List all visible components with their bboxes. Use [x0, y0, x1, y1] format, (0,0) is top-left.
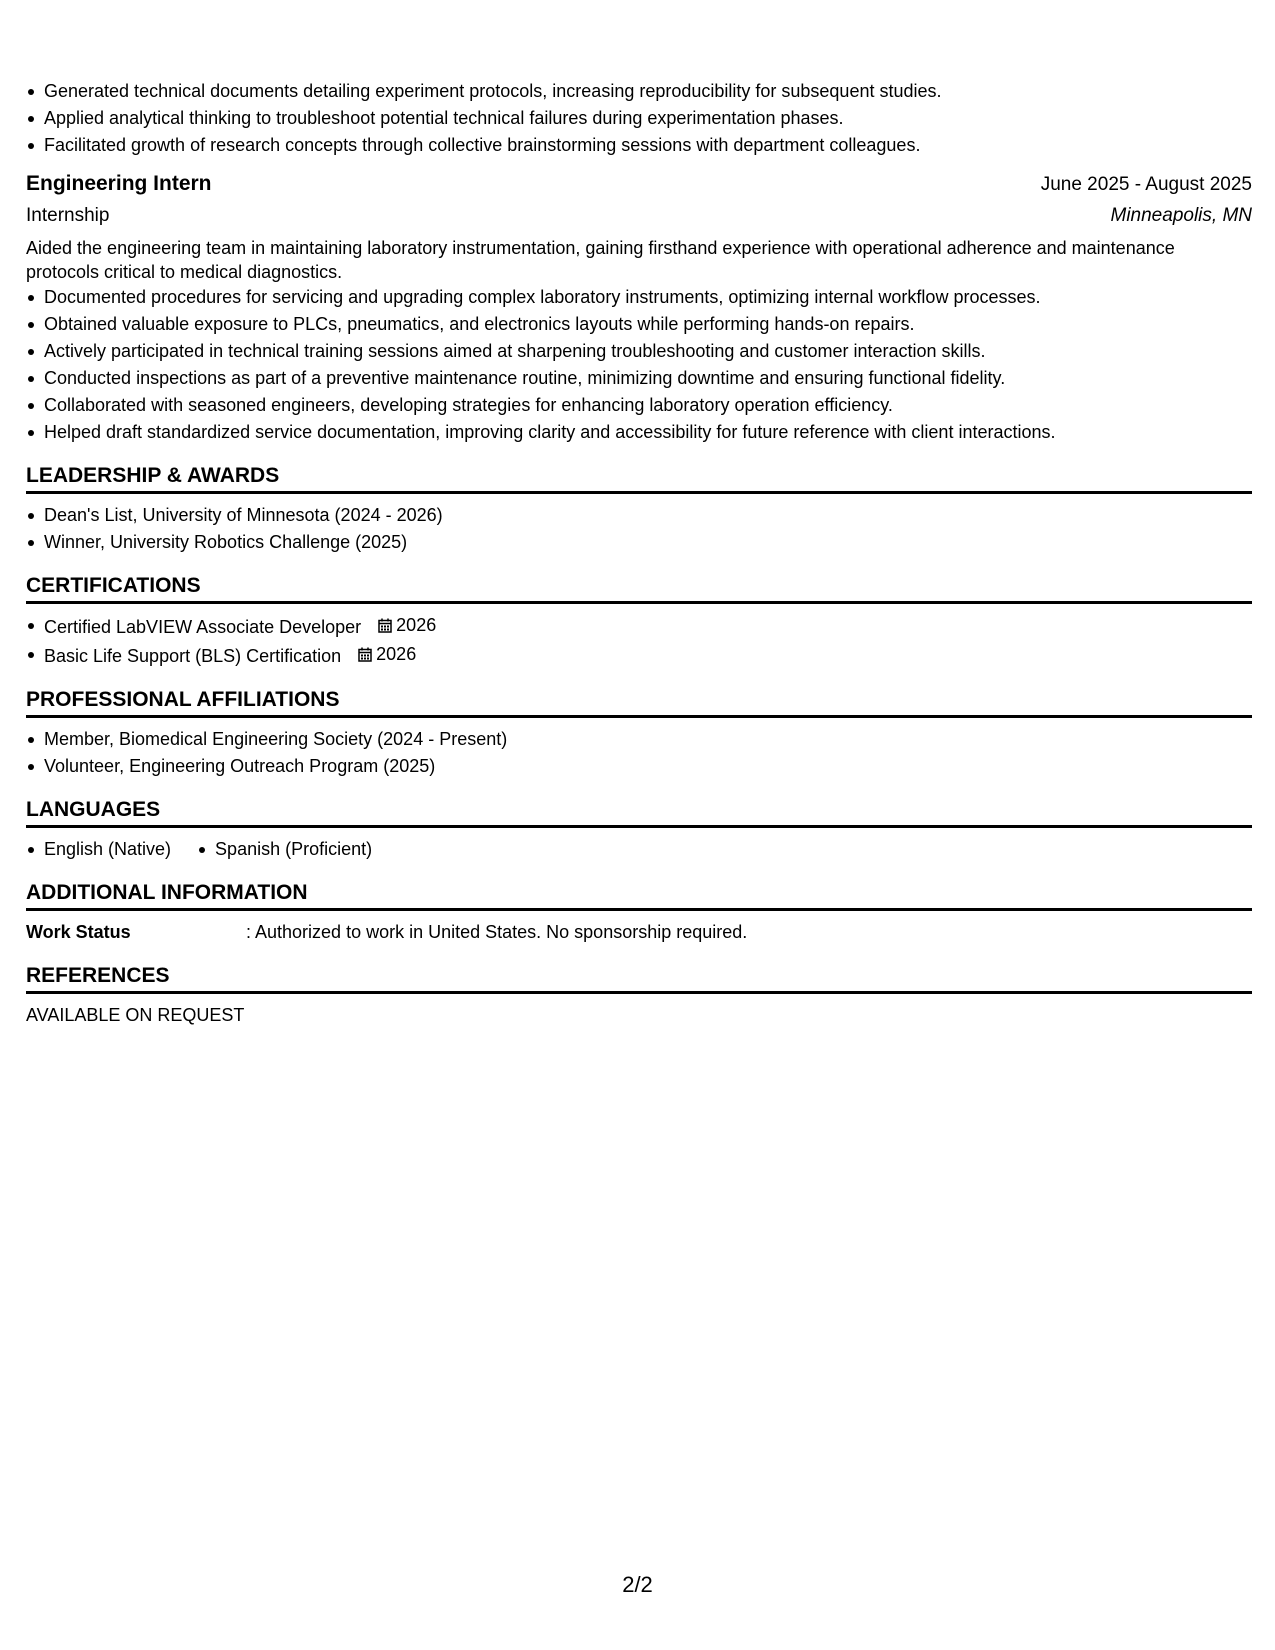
list-item: Applied analytical thinking to troubleshoot potential technical failures during experimentation phases.: [44, 105, 1252, 132]
language-item: English (Native): [44, 836, 171, 863]
section-title: LANGUAGES: [26, 796, 1252, 828]
list-item: Facilitated growth of research concepts through collective brainstorming sessions with department colleagues.: [44, 132, 1252, 159]
job-title: Engineering Intern: [26, 172, 212, 195]
list-item: Conducted inspections as part of a preventive maintenance routine, minimizing downtime and ensuring functional fidelity.: [44, 365, 1252, 392]
certification-year: 2026: [396, 615, 437, 635]
certification-name: Certified LabVIEW Associate Developer: [44, 617, 362, 637]
previous-job-bullets: [26, 78, 1252, 159]
work-status-label: Work Status: [26, 922, 131, 942]
list-item: Member, Biomedical Engineering Society (2024 - Present): [44, 726, 1252, 753]
calendar-icon: [358, 647, 372, 662]
affiliations-section: [26, 686, 1252, 780]
certifications-section: [26, 572, 1252, 670]
list-item: Documented procedures for servicing and upgrading complex laboratory instruments, optimizing internal workflow processes.: [44, 284, 1252, 311]
list-item: Obtained valuable exposure to PLCs, pneumatics, and electronics layouts while performing hands-on repairs.: [44, 311, 1252, 338]
language-item: Spanish (Proficient): [215, 836, 372, 863]
section-title: REFERENCES: [26, 962, 1252, 994]
job-dates: June 2025 - August 2025: [1040, 174, 1252, 195]
list-item: [44, 641, 1252, 670]
section-title: LEADERSHIP & AWARDS: [26, 462, 1252, 494]
certification-name: Basic Life Support (BLS) Certification: [44, 646, 342, 666]
references-text: AVAILABLE ON REQUEST: [26, 1005, 245, 1025]
list-item: Volunteer, Engineering Outreach Program (2025): [44, 753, 1252, 780]
list-item: Generated technical documents detailing experiment protocols, increasing reproducibility for subsequent studies.: [44, 78, 1252, 105]
certification-year: 2026: [376, 644, 417, 664]
list-item: Dean's List, University of Minnesota (2024 - 2026): [44, 502, 1252, 529]
references-section: [26, 962, 1252, 1029]
section-title: PROFESSIONAL AFFILIATIONS: [26, 686, 1252, 718]
languages-section: [26, 796, 1252, 863]
additional-info-section: [26, 879, 1252, 946]
leadership-section: [26, 462, 1252, 556]
job-summary: Aided the engineering team in maintaining laboratory instrumentation, gaining firsthand experience with operational adherence and maintenance protocols critical to medical diagnostics.: [26, 238, 1175, 282]
work-status-value: : Authorized to work in United States. No sponsorship required.: [246, 922, 748, 942]
list-item: Winner, University Robotics Challenge (2025): [44, 529, 1252, 556]
experience-entry: [26, 169, 1252, 446]
section-title: ADDITIONAL INFORMATION: [26, 879, 1252, 911]
page-number: 2/2: [622, 1572, 653, 1597]
job-location: Minneapolis, MN: [1110, 205, 1252, 226]
section-title: CERTIFICATIONS: [26, 572, 1252, 604]
job-bullets: [26, 284, 1252, 446]
resume-page: [26, 78, 1252, 1029]
list-item: [44, 612, 1252, 641]
list-item: Helped draft standardized service documentation, improving clarity and accessibility for future reference with client interactions.: [44, 419, 1252, 446]
list-item: Actively participated in technical training sessions aimed at sharpening troubleshooting and customer interaction skills.: [44, 338, 1252, 365]
list-item: Collaborated with seasoned engineers, developing strategies for enhancing laboratory operation efficiency.: [44, 392, 1252, 419]
calendar-icon: [378, 618, 392, 633]
job-type: Internship: [26, 205, 110, 226]
